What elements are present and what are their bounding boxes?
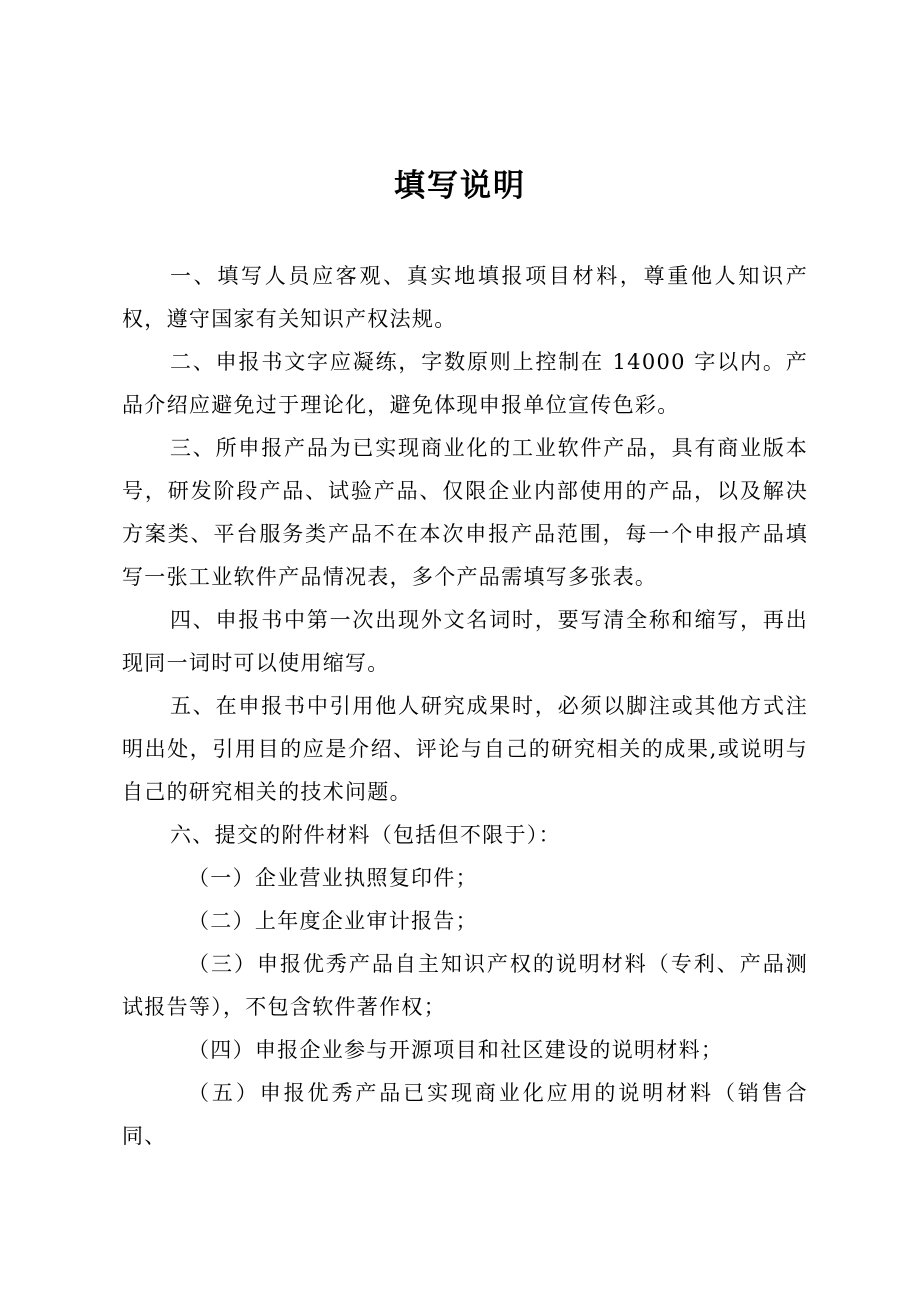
attachment-item-1: （一）企业营业执照复印件； xyxy=(188,866,478,890)
attachment-item-3: （三）申报优秀产品自主知识产权的说明材料（专利、产品测试报告等），不包含软件著作权； xyxy=(122,952,808,1019)
paragraph-4: 四、申报书中第一次出现外文名词时，要写清全称和缩写，再出现同一词时可以使用缩写。 xyxy=(122,608,808,675)
paragraph-3: 三、所申报产品为已实现商业化的工业软件产品，具有商业版本号，研发阶段产品、试验产品、仅限企业内部使用的产品，以及解决方案类、平台服务类产品不在本次申报产品范围，每一个申报产品填写一张工业软件产品情况表，多个产品需填写多张表。 xyxy=(122,436,808,589)
page-title: 填写说明 xyxy=(394,168,526,204)
paragraph-5: 五、在申报书中引用他人研究成果时，必须以脚注或其他方式注明出处，引用目的应是介绍、评论与自己的研究相关的成果,或说明与自己的研究相关的技术问题。 xyxy=(122,694,808,804)
paragraph-1: 一、填写人员应客观、真实地填报项目材料，尊重他人知识产权，遵守国家有关知识产权法规。 xyxy=(122,264,808,331)
paragraph-2: 二、申报书文字应凝练，字数原则上控制在 14000 字以内。产品介绍应避免过于理论化，避免体现申报单位宣传色彩。 xyxy=(122,350,808,417)
attachment-item-2: （二）上年度企业审计报告； xyxy=(188,909,478,933)
document-body xyxy=(122,255,808,1158)
paragraph-6: 六、提交的附件材料（包括但不限于）： xyxy=(170,823,561,847)
attachment-item-5: （五）申报优秀产品已实现商业化应用的说明材料（销售合同、 xyxy=(122,1081,808,1148)
attachment-item-4: （四）申报企业参与开源项目和社区建设的说明材料； xyxy=(188,1038,724,1062)
